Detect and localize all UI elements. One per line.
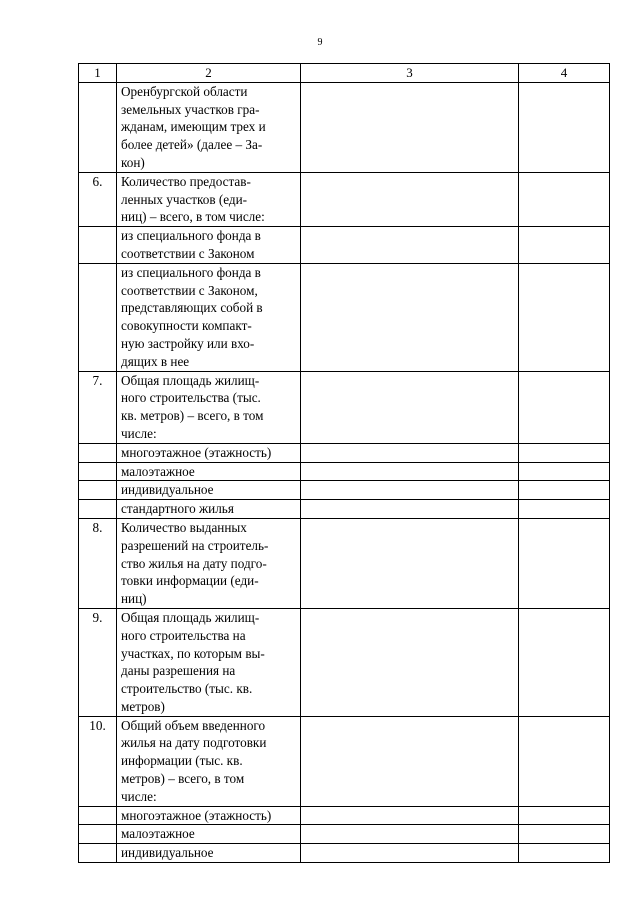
row-number <box>79 500 117 519</box>
value-cell-col4[interactable] <box>519 172 610 226</box>
value-cell-col3[interactable] <box>301 608 519 716</box>
description-line: ного строительства (тыс. <box>121 390 261 406</box>
value-cell-col3[interactable] <box>301 844 519 863</box>
value-cell-col4[interactable] <box>519 825 610 844</box>
value-cell-col3[interactable] <box>301 481 519 500</box>
value-cell-col3[interactable] <box>301 500 519 519</box>
description-line: дящих в нее <box>121 353 190 369</box>
description-line: строительство (тыс. кв. <box>121 681 253 697</box>
description-line: жилья на дату подготовки <box>121 735 267 751</box>
row-description <box>117 608 301 716</box>
value-cell-col3[interactable] <box>301 263 519 371</box>
description-line: Количество предостав- <box>121 173 251 189</box>
description-line: многоэтажное (этажность) <box>121 807 272 823</box>
description-line: жданам, имеющим трех и <box>121 119 266 135</box>
row-description <box>117 806 301 825</box>
row-description <box>117 82 301 172</box>
row-description <box>117 518 301 608</box>
report-table <box>78 63 610 863</box>
row-description <box>117 263 301 371</box>
description-line: Количество выданных <box>121 519 247 535</box>
description-line: стандартного жилья <box>121 501 234 517</box>
description-line: ниц) – всего, в том числе: <box>121 209 265 225</box>
description-line: товки информации (еди- <box>121 573 259 589</box>
description-line: разрешений на строитель- <box>121 537 269 553</box>
value-cell-col4[interactable] <box>519 263 610 371</box>
row-number <box>79 82 117 172</box>
description-line: более детей» (далее – За- <box>121 137 263 153</box>
value-cell-col4[interactable] <box>519 806 610 825</box>
row-number: 10. <box>79 716 117 806</box>
value-cell-col3[interactable] <box>301 172 519 226</box>
header-cell: 3 <box>301 64 519 83</box>
description-line: даны разрешения на <box>121 663 236 679</box>
row-number: 7. <box>79 371 117 443</box>
description-line: кон) <box>121 154 145 170</box>
row-description <box>117 481 301 500</box>
description-line: совокупности компакт- <box>121 318 252 334</box>
table-row <box>79 806 610 825</box>
table-row <box>79 443 610 462</box>
value-cell-col3[interactable] <box>301 806 519 825</box>
row-number <box>79 481 117 500</box>
description-line: из специального фонда в <box>121 228 261 244</box>
row-number: 6. <box>79 172 117 226</box>
value-cell-col4[interactable] <box>519 608 610 716</box>
value-cell-col3[interactable] <box>301 371 519 443</box>
header-cell: 1 <box>79 64 117 83</box>
description-line: метров) <box>121 698 165 714</box>
description-line: Оренбургской области <box>121 83 248 99</box>
page-number: 9 <box>317 37 323 48</box>
row-number: 8. <box>79 518 117 608</box>
value-cell-col4[interactable] <box>519 82 610 172</box>
table-row <box>79 716 610 806</box>
row-description <box>117 825 301 844</box>
row-description <box>117 716 301 806</box>
value-cell-col4[interactable] <box>519 462 610 481</box>
row-number: 9. <box>79 608 117 716</box>
value-cell-col3[interactable] <box>301 825 519 844</box>
row-description <box>117 462 301 481</box>
table-header-row <box>79 64 610 83</box>
description-line: числе: <box>121 425 157 441</box>
value-cell-col4[interactable] <box>519 844 610 863</box>
header-cell: 2 <box>117 64 301 83</box>
header-cell: 4 <box>519 64 610 83</box>
row-number <box>79 443 117 462</box>
description-line: соответствии с Законом <box>121 245 255 261</box>
row-number <box>79 806 117 825</box>
description-line: ного строительства на <box>121 627 246 643</box>
value-cell-col4[interactable] <box>519 500 610 519</box>
table-row <box>79 371 610 443</box>
row-description <box>117 844 301 863</box>
description-line: из специального фонда в <box>121 264 261 280</box>
table-row <box>79 227 610 264</box>
description-line: многоэтажное (этажность) <box>121 444 272 460</box>
row-number <box>79 825 117 844</box>
description-line: участках, по которым вы- <box>121 645 265 661</box>
value-cell-col4[interactable] <box>519 518 610 608</box>
value-cell-col3[interactable] <box>301 716 519 806</box>
description-line: индивидуальное <box>121 482 214 498</box>
description-line: кв. метров) – всего, в том <box>121 408 264 424</box>
table-row <box>79 608 610 716</box>
description-line: индивидуальное <box>121 845 214 861</box>
value-cell-col3[interactable] <box>301 518 519 608</box>
row-number <box>79 462 117 481</box>
description-line: ную застройку или вхо- <box>121 335 255 351</box>
value-cell-col3[interactable] <box>301 227 519 264</box>
description-line: малоэтажное <box>121 826 195 842</box>
table-row <box>79 481 610 500</box>
description-line: представляющих собой в <box>121 300 263 316</box>
description-line: ниц) <box>121 591 147 607</box>
table-row <box>79 82 610 172</box>
description-line: Общий объем введенного <box>121 717 266 733</box>
description-line: соответствии с Законом, <box>121 282 258 298</box>
description-line: Общая площадь жилищ- <box>121 609 260 625</box>
description-line: малоэтажное <box>121 463 195 479</box>
row-description <box>117 500 301 519</box>
value-cell-col4[interactable] <box>519 371 610 443</box>
description-line: ство жилья на дату подго- <box>121 555 267 571</box>
row-number <box>79 844 117 863</box>
row-number <box>79 227 117 264</box>
value-cell-col4[interactable] <box>519 716 610 806</box>
row-description <box>117 371 301 443</box>
description-line: Общая площадь жилищ- <box>121 372 260 388</box>
value-cell-col3[interactable] <box>301 462 519 481</box>
table-row <box>79 518 610 608</box>
value-cell-col4[interactable] <box>519 481 610 500</box>
table-row <box>79 462 610 481</box>
description-line: метров) – всего, в том <box>121 771 245 787</box>
row-description <box>117 172 301 226</box>
row-description <box>117 443 301 462</box>
table-row <box>79 844 610 863</box>
value-cell-col3[interactable] <box>301 82 519 172</box>
description-line: информации (тыс. кв. <box>121 753 243 769</box>
table-row <box>79 500 610 519</box>
description-line: земельных участков гра- <box>121 101 260 117</box>
value-cell-col3[interactable] <box>301 443 519 462</box>
row-description <box>117 227 301 264</box>
row-number <box>79 263 117 371</box>
value-cell-col4[interactable] <box>519 227 610 264</box>
table-row <box>79 172 610 226</box>
description-line: числе: <box>121 788 157 804</box>
table-row <box>79 263 610 371</box>
description-line: ленных участков (еди- <box>121 191 248 207</box>
table-row <box>79 825 610 844</box>
value-cell-col4[interactable] <box>519 443 610 462</box>
